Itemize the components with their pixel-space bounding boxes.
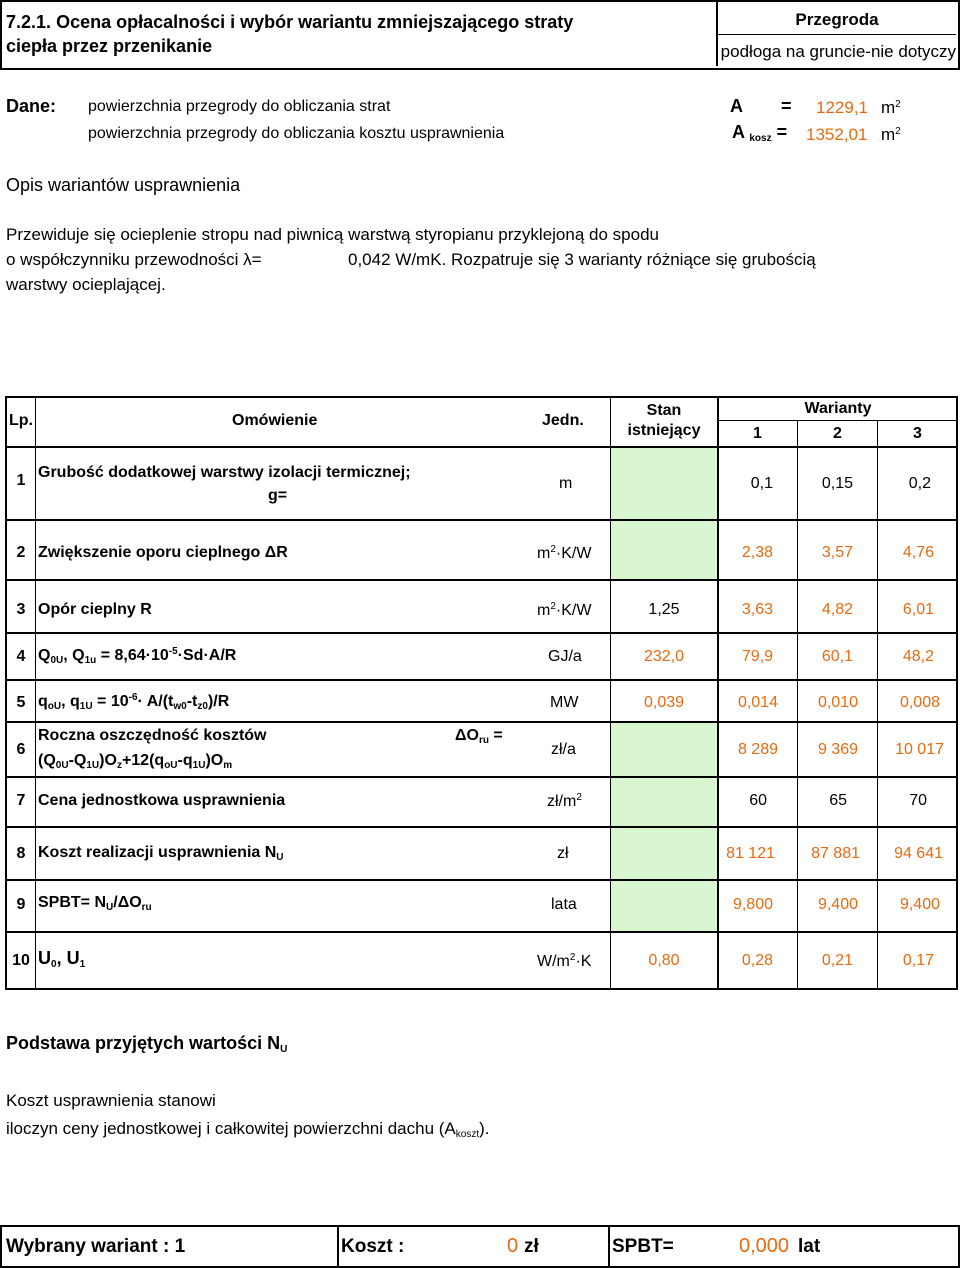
- row10-v3: 0,17: [902, 952, 934, 969]
- row3-desc: Opór cieplny R: [38, 601, 152, 618]
- col-header-current-2: istniejący: [627, 422, 701, 439]
- table-top-border: [5, 396, 958, 398]
- row6-v1: 8 289: [737, 741, 778, 758]
- col-header-desc: Omówienie: [232, 412, 318, 429]
- basis-line1: Koszt usprawnienia stanowi: [6, 1091, 216, 1110]
- header-sub-divider: [716, 34, 956, 35]
- col-header-unit: Jedn.: [542, 412, 584, 429]
- row1-unit: m: [559, 475, 573, 492]
- row3-v2: 4,82: [821, 601, 853, 618]
- section-title-line1: 7.2.1. Ocena opłacalności i wybór wariantu zmniejszającego straty: [6, 12, 574, 32]
- row5-v2: 0,010: [817, 694, 858, 711]
- basis-line2: iloczyn ceny jednostkowej i całkowitej powierzchni dachu $(A_{koszt})$.: [6, 1119, 490, 1140]
- row2-lp: 2: [16, 544, 26, 561]
- cost-unit: zł: [524, 1236, 539, 1257]
- row5-unit: MW: [550, 694, 579, 711]
- header-bottom-border: [5, 446, 958, 448]
- row10-unit: $W/m^2\cdot K$: [537, 952, 592, 970]
- row4-desc-formula: $Q_{0U}$, $Q_{1u} = 8,64\cdot 10^{-5}\cdot Sd\cdot A/R$: [38, 646, 237, 666]
- variants-heading: Opis wariantów usprawnienia: [6, 175, 241, 195]
- col-header-v2: 2: [833, 425, 842, 442]
- row4-v1: 79,9: [741, 648, 773, 665]
- row-border: [5, 776, 958, 778]
- row9-desc-formula: SPBT= $N_U/\Delta O_{ru}$: [38, 894, 152, 913]
- green-cell-row9: [611, 880, 718, 932]
- row5-v1: 0,014: [737, 694, 778, 711]
- basis-heading: Podstawa przyjętych wartości $N_U$: [6, 1033, 288, 1055]
- col-header-variants: Warianty: [804, 400, 872, 417]
- row9-lp: 9: [16, 896, 26, 913]
- row3-lp: 3: [16, 601, 26, 618]
- row9-unit: lata: [551, 896, 577, 913]
- row4-v2: 60,1: [821, 648, 853, 665]
- row1-v2: 0,15: [821, 475, 853, 492]
- row8-lp: 8: [16, 845, 26, 862]
- col-divider: [35, 396, 36, 990]
- row7-v1: 60: [749, 792, 767, 809]
- section-title-line2: ciepła przez przenikanie: [6, 36, 213, 56]
- row1-v1: 0,1: [750, 475, 773, 492]
- row1-v3: 0,2: [908, 475, 931, 492]
- row6-lp: 6: [16, 741, 26, 758]
- spbt-label: SPBT=: [612, 1236, 674, 1257]
- row1-desc2: g=: [268, 487, 288, 504]
- cost-value: 0: [507, 1235, 519, 1257]
- area-cost-symbol: A $_{kosz}$ =: [732, 122, 788, 144]
- row8-desc: Koszt realizacji usprawnienia $N_U$: [38, 844, 284, 863]
- col-header-v1: 1: [753, 425, 762, 442]
- row6-unit: zł/a: [551, 741, 576, 758]
- row8-v3: 94 641: [894, 845, 943, 862]
- row6-v3: 10 017: [895, 741, 944, 758]
- row7-v2: 65: [829, 792, 847, 809]
- selected-variant: Wybrany wariant : 1: [6, 1236, 186, 1257]
- table-right-border: [956, 396, 958, 990]
- row-border: [5, 879, 958, 881]
- green-cell-row8: [611, 827, 718, 880]
- row-border: [5, 579, 958, 581]
- row-border: [5, 519, 958, 521]
- spbt-unit: lat: [798, 1236, 821, 1257]
- row7-desc: Cena jednostkowa usprawnienia: [38, 792, 286, 809]
- row-border: [5, 826, 958, 828]
- row4-unit: GJ/a: [548, 648, 582, 665]
- row7-lp: 7: [16, 792, 26, 809]
- row2-v1: 2,38: [741, 544, 773, 561]
- row5-v3: 0,008: [899, 694, 940, 711]
- variants-line2-values: 0,042 W/mK. Rozpatruje się 3 warianty różniące się grubością: [348, 250, 816, 269]
- row9-v1: 9,800: [732, 896, 773, 913]
- area-loss-unit: $m^2$: [881, 98, 901, 117]
- row2-unit: $m^2\cdot K/W$: [537, 544, 592, 562]
- area-loss-desc: powierzchnia przegrody do obliczania strat: [88, 98, 391, 115]
- variants-line2a: o współczynniku przewodności λ=: [6, 250, 262, 269]
- area-cost-unit: $m^2$: [881, 125, 901, 144]
- row7-v3: 70: [909, 792, 927, 809]
- row-border: [5, 931, 958, 933]
- spbt-value: 0,000: [739, 1235, 790, 1257]
- area-cost-value: 1352,01: [806, 125, 868, 144]
- row8-v1: 81 121: [726, 845, 775, 862]
- row9-v2: 9,400: [817, 896, 858, 913]
- summary-divider: [608, 1225, 610, 1268]
- partition-value: podłoga na gruncie-nie dotyczy: [720, 42, 956, 61]
- row5-current: 0,039: [643, 694, 685, 711]
- row10-lp: 10: [12, 952, 30, 969]
- row4-v3: 48,2: [902, 648, 934, 665]
- row6-v2: 9 369: [817, 741, 858, 758]
- area-cost-desc: powierzchnia przegrody do obliczania kosztu usprawnienia: [88, 125, 505, 142]
- col-header-current-1: Stan: [646, 402, 682, 419]
- cost-label: Koszt :: [341, 1236, 405, 1257]
- area-loss-symbol: A: [730, 96, 743, 116]
- area-loss-value: 1229,1: [816, 98, 868, 117]
- row5-desc-formula: $q_{oU}$, $q_{1U} = 10^{-6}\cdot A/(t_{w0}-t_{z0})/R$: [38, 692, 230, 712]
- variants-line3: warstwy ocieplającej.: [6, 275, 166, 294]
- col-header-lp: Lp.: [9, 412, 33, 429]
- partition-label: Przegroda: [795, 10, 879, 29]
- row6-desc: Roczna oszczędność kosztów: [38, 727, 267, 744]
- green-cell-row6: [611, 722, 718, 777]
- green-cell-row2: [611, 520, 718, 580]
- row5-lp: 5: [16, 694, 26, 711]
- green-cell-row1: [611, 447, 718, 520]
- row8-v2: 87 881: [811, 845, 860, 862]
- row2-desc: Zwiększenie oporu cieplnego ΔR: [38, 544, 288, 561]
- row3-unit: $m^2\cdot K/W$: [537, 601, 592, 619]
- row3-v1: 3,63: [741, 601, 773, 618]
- summary-divider: [337, 1225, 339, 1268]
- row10-v2: 0,21: [821, 952, 853, 969]
- row6-formula: $(Q_{0U}-Q_{1U})O_z+12(q_{oU}-q_{1U})O_m$: [38, 752, 233, 771]
- green-cell-row7: [611, 777, 718, 827]
- row1-desc1: Grubość dodatkowej warstwy izolacji termicznej;: [38, 464, 411, 481]
- row1-lp: 1: [16, 472, 26, 489]
- variants-line1: Przewiduje się ocieplenie stropu nad piwnicą warstwą styropianu przyklejoną do spodu: [6, 225, 659, 244]
- row9-v3: 9,400: [899, 896, 940, 913]
- variants-divider: [718, 420, 958, 421]
- area-loss-eq: =: [781, 96, 792, 116]
- row8-unit: zł: [557, 845, 569, 862]
- row-border: [5, 721, 958, 723]
- row10-v1: 0,28: [741, 952, 773, 969]
- table-bottom-border: [5, 988, 958, 990]
- col-header-v3: 3: [913, 425, 922, 442]
- row10-current: 0,80: [648, 952, 680, 969]
- row10-desc: $U_0$, $U_1$: [38, 948, 86, 970]
- row3-v3: 6,01: [902, 601, 934, 618]
- row-border: [5, 632, 958, 634]
- row3-current: 1,25: [648, 601, 680, 618]
- row2-v2: 3,57: [821, 544, 853, 561]
- partition-value-box: [718, 36, 956, 66]
- row7-unit: $zł/m^2$: [547, 792, 582, 810]
- col-divider: [610, 396, 611, 990]
- row6-symbol: $\Delta O_{ru}$ =: [455, 727, 503, 746]
- row4-lp: 4: [16, 648, 26, 665]
- row4-current: 232,0: [643, 648, 685, 665]
- row-border: [5, 679, 958, 681]
- row2-v3: 4,76: [902, 544, 934, 561]
- given-label: Dane:: [6, 96, 57, 116]
